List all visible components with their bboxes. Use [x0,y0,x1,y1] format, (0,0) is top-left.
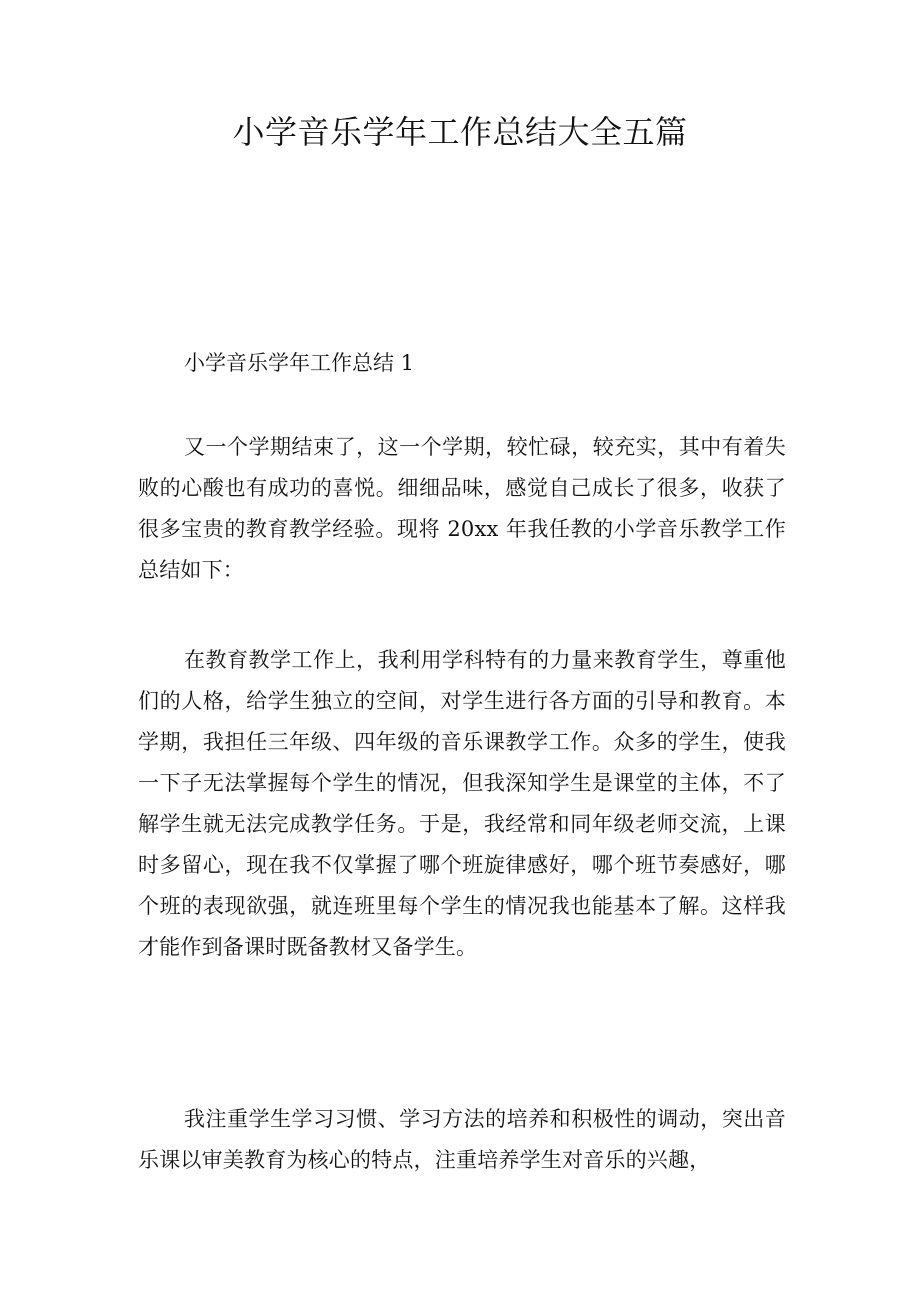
body-paragraph-3: 我注重学生学习习惯、学习方法的培养和积极性的调动，突出音乐课以审美教育为核心的特点，注重培养学生对音乐的兴趣， [138,1107,786,1172]
document-title: 小学音乐学年工作总结大全五篇 [232,113,688,151]
body-paragraph-2: 在教育教学工作上，我利用学科特有的力量来教育学生，尊重他们的人格，给学生独立的空间，对学生进行各方面的引导和教育。本学期，我担任三年级、四年级的音乐课教学工作。众多的学生，使我一下子无法掌握每个学生的情况，但我深知学生是课堂的主体，不了解学生就无法完成教学任务。于是，我经常和同年级老师交流，上课时多留心，现在我不仅掌握了哪个班旋律感好，哪个班节奏感好，哪个班的表现欲强，就连班里每个学生的情况我也能基本了解。这样我才能作到备课时既备教材又备学生。 [138,648,786,959]
section-heading: 小学音乐学年工作总结 1 [184,351,415,375]
body-paragraph-1: 又一个学期结束了，这一个学期，较忙碌，较充实，其中有着失败的心酸也有成功的喜悦。细细品味，感觉自己成长了很多，收获了很多宝贵的教育教学经验。现将 20xx 年我任教的小学音乐教学工作总结如下： [138,435,786,582]
